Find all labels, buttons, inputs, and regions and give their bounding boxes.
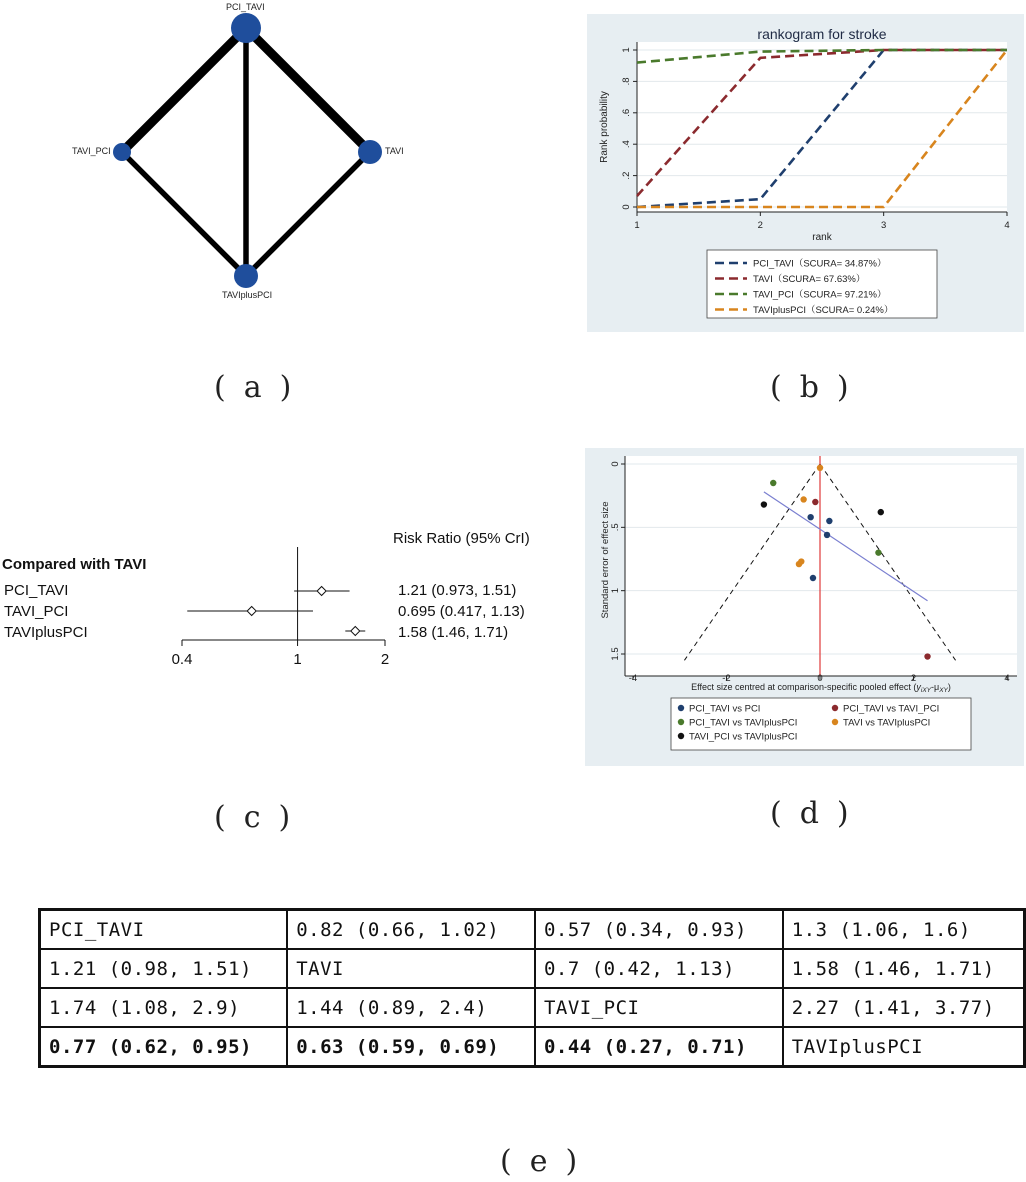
network-edge: [246, 152, 370, 276]
table-cell: TAVI_PCI: [535, 988, 783, 1027]
table-cell: 0.44 (0.27, 0.71): [535, 1027, 783, 1067]
funnel-legend-label: TAVI vs TAVIplusPCI: [843, 717, 931, 729]
funnel-y-label: Standard error of effect size: [600, 501, 611, 619]
funnel-y-tick-label: 1: [610, 588, 621, 594]
caption-b: (b): [770, 370, 867, 405]
network-edge: [122, 28, 246, 152]
rankogram-legend-label: PCI_TAVI（SCURA= 34.87%）: [753, 258, 887, 270]
rankogram-y-tick-label: .4: [621, 140, 632, 149]
forest-point-estimate: [247, 607, 256, 616]
forest-row-value: 1.58 (1.46, 1.71): [398, 624, 509, 641]
funnel-legend-marker: [678, 733, 684, 739]
rankogram-title: rankogram for stroke: [757, 26, 887, 42]
table-cell: 1.58 (1.46, 1.71): [783, 949, 1025, 988]
forest-x-tick-label: 0.4: [171, 651, 193, 668]
funnel-point: [810, 575, 816, 581]
rankogram-x-tick-label: 3: [881, 220, 887, 231]
funnel-legend-marker: [678, 719, 684, 725]
table-cell: 0.57 (0.34, 0.93): [535, 910, 783, 950]
funnel-y-tick-label: 1.5: [610, 647, 621, 661]
table-row: [40, 988, 1025, 1027]
caption-d: (d): [770, 796, 867, 831]
forest-row-label: TAVI_PCI: [4, 603, 69, 620]
funnel-point: [817, 465, 823, 471]
rankogram-legend-label: TAVIplusPCI（SCURA= 0.24%）: [753, 305, 894, 316]
funnel-legend-label: PCI_TAVI vs TAVI_PCI: [843, 703, 940, 715]
rankogram-legend-label: TAVI（SCURA= 67.63%）: [753, 274, 866, 285]
funnel-point: [875, 549, 881, 555]
funnel-point: [798, 558, 804, 564]
funnel-point: [824, 532, 830, 538]
network-node: [358, 140, 382, 164]
rankogram-x-tick-label: 1: [634, 220, 640, 231]
node-label-pci-tavi: PCI_TAVI: [226, 2, 265, 12]
table-cell: 1.74 (1.08, 2.9): [40, 988, 288, 1027]
forest-row-value: 1.21 (0.973, 1.51): [398, 582, 517, 599]
funnel-legend-label: PCI_TAVI vs TAVIplusPCI: [689, 717, 798, 729]
forest-x-tick-label: 2: [380, 651, 390, 668]
funnel-point: [878, 509, 884, 515]
table-cell: 0.7 (0.42, 1.13): [535, 949, 783, 988]
funnel-point: [826, 518, 832, 524]
table-row: [40, 949, 1025, 988]
funnel-point: [770, 480, 776, 486]
funnel-legend-marker: [832, 705, 838, 711]
node-label-tavi-pci: TAVI_PCI: [72, 146, 111, 156]
funnel-point: [812, 499, 818, 505]
network-edge: [122, 152, 246, 276]
funnel-point: [761, 501, 767, 507]
network-plot: [0, 0, 440, 320]
funnel-x-tick-label: 4: [1004, 673, 1010, 684]
rankogram-legend-label: TAVI_PCI（SCURA= 97.21%）: [753, 289, 887, 301]
funnel-y-tick-label: .5: [610, 523, 621, 532]
table-cell: 1.44 (0.89, 2.4): [287, 988, 535, 1027]
forest-x-tick-label: 1: [293, 651, 302, 668]
table-cell: 1.21 (0.98, 1.51): [40, 949, 288, 988]
table-cell: PCI_TAVI: [40, 910, 288, 950]
network-node: [234, 264, 258, 288]
rankogram-x-label: rank: [812, 232, 832, 243]
rankogram-chart: [587, 14, 1024, 332]
table-cell: 1.3 (1.06, 1.6): [783, 910, 1025, 950]
funnel-x-label: Effect size centred at comparison-specific pooled effect $(y_{iXY}-\mu_{XY})$: [691, 682, 951, 694]
funnel-plot: [585, 448, 1024, 766]
forest-row-label: TAVIplusPCI: [4, 624, 88, 641]
forest-graphic: [160, 540, 410, 680]
rankogram-y-tick-label: 0: [621, 204, 632, 210]
node-label-tavi: TAVI: [385, 146, 404, 156]
rankogram-plot-area: [637, 42, 1007, 212]
rankogram-y-tick-label: 1: [621, 47, 632, 53]
funnel-x-tick-label: -4: [628, 673, 638, 684]
rankogram-y-tick-label: .2: [621, 171, 632, 180]
funnel-legend-marker: [678, 705, 684, 711]
caption-e: (e): [500, 1144, 596, 1179]
table-cell: TAVIplusPCI: [783, 1027, 1025, 1067]
network-node: [231, 13, 261, 43]
funnel-point: [800, 496, 806, 502]
forest-header: Risk Ratio (95% CrI): [393, 530, 530, 547]
table-row: [40, 910, 1025, 950]
rankogram-y-tick-label: .8: [621, 77, 632, 86]
table-cell: 0.63 (0.59, 0.69): [287, 1027, 535, 1067]
rankogram-x-tick-label: 4: [1004, 220, 1010, 231]
table-cell: 0.77 (0.62, 0.95): [40, 1027, 288, 1067]
table-cell: 2.27 (1.41, 3.77): [783, 988, 1025, 1027]
network-edges: [122, 28, 370, 276]
funnel-x-tick-label: -2: [722, 673, 731, 684]
forest-row-label: PCI_TAVI: [4, 582, 69, 599]
funnel-y-tick-label: 0: [610, 461, 621, 467]
forest-point-estimate: [351, 627, 360, 636]
funnel-legend-marker: [832, 719, 838, 725]
node-label-taviplus-pci: TAVIplusPCI: [222, 290, 273, 300]
caption-c: (c): [214, 800, 309, 835]
funnel-point: [924, 653, 930, 659]
funnel-plot-area: [625, 456, 1017, 676]
caption-a: (a): [214, 370, 310, 405]
forest-point-estimate: [317, 587, 326, 596]
funnel-point: [807, 514, 813, 520]
rankogram-y-label: Rank probability: [599, 91, 610, 163]
table-cell: 0.82 (0.66, 1.02): [287, 910, 535, 950]
league-table: [38, 908, 1026, 1068]
network-node: [113, 143, 131, 161]
forest-group-label: Compared with TAVI: [2, 556, 147, 573]
table-row: [40, 1027, 1025, 1067]
funnel-x-tick-label: 2: [910, 673, 917, 684]
network-edge: [246, 28, 370, 152]
forest-row-value: 0.695 (0.417, 1.13): [398, 603, 525, 620]
rankogram-y-tick-label: .6: [621, 108, 632, 117]
table-cell: TAVI: [287, 949, 535, 988]
funnel-legend-label: TAVI_PCI vs TAVIplusPCI: [689, 731, 798, 743]
funnel-legend-label: PCI_TAVI vs PCI: [689, 703, 761, 715]
funnel-x-tick-label: 0: [817, 673, 823, 684]
rankogram-x-tick-label: 2: [757, 220, 763, 231]
